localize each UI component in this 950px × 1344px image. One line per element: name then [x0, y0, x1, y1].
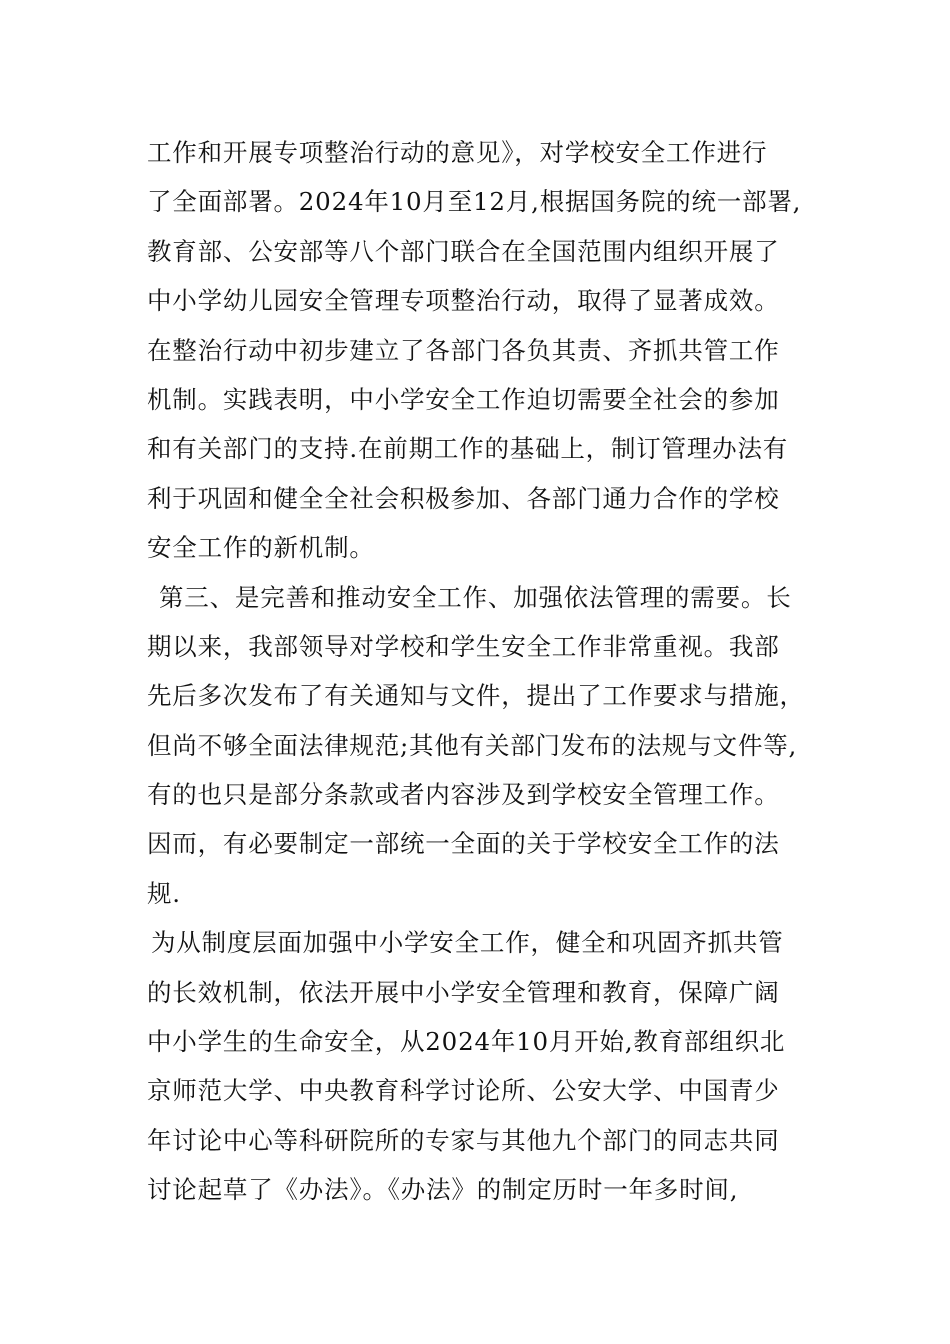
paragraph-start-line: 为从制度层面加强中小学安全工作，健全和巩固齐抓共管 [151, 928, 784, 958]
text-line: 期以来，我部领导对学校和学生安全工作非常重视。我部 [147, 631, 780, 661]
paragraph-start-line: 第三、是完善和推动安全工作、加强依法管理的需要。长 [159, 582, 792, 612]
text-line: 有的也只是部分条款或者内容涉及到学校安全管理工作。 [147, 780, 780, 810]
text-line: 因而，有必要制定一部统一全面的关于学校安全工作的法 [147, 829, 780, 859]
text-line: 中小学幼儿园安全管理专项整治行动，取得了显著成效。 [147, 286, 780, 316]
text-line: 中小学生的生命安全，从2024年10月开始,教育部组织北 [147, 1027, 786, 1057]
text-line: 京师范大学、中央教育科学讨论所、公安大学、中国青少 [147, 1076, 780, 1106]
text-line: 机制。实践表明，中小学安全工作迫切需要全社会的参加 [147, 384, 780, 414]
text-line: 讨论起草了《办法》。《办法》的制定历时一年多时间, [147, 1175, 739, 1205]
text-line: 在整治行动中初步建立了各部门各负其责、齐抓共管工作 [147, 335, 780, 365]
body-text [147, 128, 847, 1215]
text-line: 的长效机制，依法开展中小学安全管理和教育，保障广阔 [147, 977, 780, 1007]
text-line: 工作和开展专项整治行动的意见》，对学校安全工作进行 [147, 138, 768, 167]
text-line: 先后多次发布了有关通知与文件，提出了工作要求与措施， [147, 681, 805, 711]
text-line: 但尚不够全面法律规范;其他有关部门发布的法规与文件等, [147, 730, 798, 760]
text-line: 安全工作的新机制。 [147, 533, 375, 563]
text-line: 和有关部门的支持.在前期工作的基础上，制订管理办法有 [147, 434, 789, 464]
text-line: 年讨论中心等科研院所的专家与其他九个部门的同志共同 [147, 1125, 780, 1155]
text-line: 规. [147, 878, 181, 908]
text-line: 利于巩固和健全全社会积极参加、各部门通力合作的学校 [147, 483, 780, 513]
text-line: 了全面部署。2024年10月至12月,根据国务院的统一部署, [147, 187, 802, 217]
text-line: 教育部、公安部等八个部门联合在全国范围内组织开展了 [147, 236, 780, 266]
